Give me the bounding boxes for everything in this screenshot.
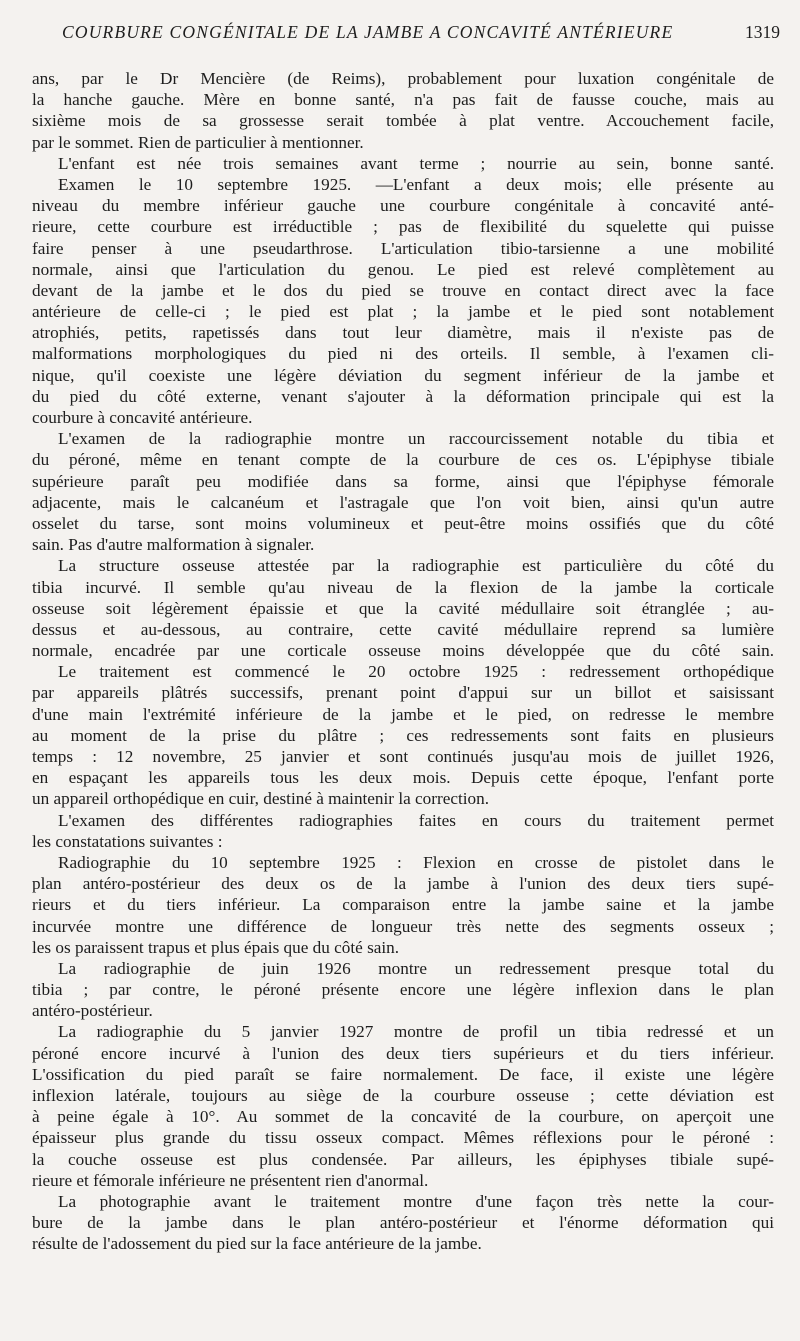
text-line: La photographie avant le traitement montre d'une façon très nette la cour-: [58, 1191, 774, 1211]
text-line: ans, par le Dr Mencière (de Reims), probablement pour luxation congénitale de: [32, 69, 774, 88]
text-line: rieurs et du tiers inférieur. La comparaison entre la jambe saine et la jambe: [32, 895, 774, 915]
text-line: La radiographie de juin 1926 montre un redressement presque total du: [58, 958, 774, 978]
text-line: sixième mois de sa grossesse serait tombée à plat ventre. Accouchement facile,: [32, 111, 774, 131]
text-line: L'ossification du pied paraît se faire normalement. De face, il existe une légère: [32, 1064, 774, 1084]
text-line: L'examen des différentes radiographies faites en cours du traitement permet: [58, 810, 774, 830]
text-line: du péroné, même en tenant compte de la courbure de ces os. L'épiphyse tibiale: [32, 450, 774, 470]
text-line: L'examen de la radiographie montre un raccourcissement notable du tibia et: [58, 429, 774, 449]
text-line: faire penser à une pseudarthrose. L'articulation tibio-tarsienne a une mobilité: [32, 238, 774, 258]
text-line: bure de la jambe dans le plan antéro-postérieur et l'énorme déformation qui: [32, 1213, 774, 1233]
text-line: résulte de l'adossement du pied sur la face antérieure de la jambe.: [32, 1234, 482, 1254]
text-line: en espaçant les appareils tous les deux mois. Depuis cette époque, l'enfant porte: [32, 768, 774, 788]
text-line: adjacente, mais le calcanéum et l'astragale que l'on voit bien, ainsi qu'un autre: [32, 492, 774, 512]
text-line: un appareil orthopédique en cuir, destiné à maintenir la correction.: [32, 789, 489, 809]
text-line: Examen le 10 septembre 1925. —L'enfant a deux mois; elle présente au: [58, 174, 774, 194]
text-line: plan antéro-postérieur des deux os de la jambe à l'union des deux tiers supé-: [32, 874, 774, 894]
text-line: péroné encore incurvé à l'union des deux tiers supérieurs et du tiers inférieur.: [32, 1043, 774, 1063]
text-line: normale, ainsi que l'articulation du genou. Le pied est relevé complètement au: [32, 259, 774, 279]
text-line: atrophiés, petits, rapetissés dans tout leur diamètre, mais il n'existe pas de: [32, 323, 774, 343]
running-header: [62, 22, 780, 43]
text-line: nique, qu'il coexiste une légère déviation du segment inférieur de la jambe et: [32, 365, 774, 385]
text-line: dessus et au-dessous, au contraire, cette cavité médullaire reprend sa lumière: [32, 619, 774, 639]
text-line: par le sommet. Rien de particulier à mentionner.: [32, 132, 364, 152]
text-line: les constatations suivantes :: [32, 831, 223, 851]
text-line: sain. Pas d'autre malformation à signaler.: [32, 535, 315, 555]
text-line: tibia ; par contre, le péroné présente encore une légère inflexion dans le plan: [32, 980, 774, 1000]
text-line: courbure à concavité antérieure.: [32, 408, 253, 427]
text-line: temps : 12 novembre, 25 janvier et sont continués jusqu'au mois de juillet 1926,: [32, 747, 774, 766]
text-line: normale, encadrée par une corticale osseuse moins développée que du côté sain.: [32, 641, 774, 661]
text-line: antéro-postérieur.: [32, 1001, 153, 1021]
text-line: au moment de la prise du plâtre ; ces redressements sont faits en plusieurs: [32, 725, 774, 745]
text-line: par appareils plâtrés successifs, prenant point d'appui sur un billot et saisissant: [32, 683, 774, 703]
text-line: inflexion latérale, toujours au siège de la courbure osseuse ; cette déviation est: [32, 1086, 774, 1105]
text-line: Radiographie du 10 septembre 1925 : Flexion en crosse de pistolet dans le: [58, 852, 774, 872]
text-line: supérieure paraît peu modifiée dans sa forme, ainsi que l'épiphyse fémorale: [32, 471, 774, 491]
text-line: malformations morphologiques du pied ni des orteils. Il semble, à l'examen cli-: [32, 344, 774, 364]
text-line: du pied du côté externe, venant s'ajouter à la déformation principale qui est la: [32, 386, 774, 406]
text-line: rieure et fémorale inférieure ne présentent rien d'anormal.: [32, 1170, 429, 1190]
page-number: 1319: [745, 22, 780, 42]
text-line: devant de la jambe et le dos du pied se trouve en contact direct avec la face: [32, 280, 774, 300]
text-line: La structure osseuse attestée par la radiographie est particulière du côté du: [58, 556, 774, 576]
text-line: rieure, cette courbure est irréductible ; pas de flexibilité du squelette qui puisse: [32, 217, 774, 237]
text-line: à peine égale à 10°. Au sommet de la concavité de la courbure, on aperçoit une: [32, 1107, 774, 1127]
running-title: COURBURE CONGÉNITALE DE LA JAMBE A CONCAVITÉ ANTÉRIEURE: [62, 22, 674, 42]
text-line: incurvée montre une différence de longueur très nette des segments osseux ;: [32, 916, 774, 936]
article-body: [32, 68, 774, 1255]
text-line: d'une main l'extrémité inférieure de la jambe et le pied, on redresse le membre: [32, 704, 774, 724]
text-line: les os paraissent trapus et plus épais que du côté sain.: [32, 937, 400, 957]
text-line: tibia incurvé. Il semble qu'au niveau de la flexion de la jambe la corticale: [32, 577, 774, 597]
text-line: épaisseur plus grande du tissu osseux compact. Mêmes réflexions pour le péroné :: [32, 1128, 774, 1148]
text-line: Le traitement est commencé le 20 octobre 1925 : redressement orthopédique: [58, 662, 774, 682]
text-line: niveau du membre inférieur gauche une courbure congénitale à concavité anté-: [32, 196, 774, 216]
text-line: L'enfant est née trois semaines avant terme ; nourrie au sein, bonne santé.: [58, 153, 774, 173]
text-line: La radiographie du 5 janvier 1927 montre de profil un tibia redressé et un: [58, 1022, 774, 1042]
text-line: osseuse soit légèrement épaissie et que la cavité médullaire soit étranglée ; au-: [32, 598, 774, 618]
text-line: la couche osseuse est plus condensée. Par ailleurs, les épiphyses tibiale supé-: [32, 1149, 774, 1169]
text-line: osselet du tarse, sont moins volumineux et peut-être moins ossifiés que du côté: [32, 513, 774, 533]
text-line: antérieure de celle-ci ; le pied est plat ; la jambe et le pied sont notablement: [32, 302, 774, 322]
text-line: la hanche gauche. Mère en bonne santé, n'a pas fait de fausse couche, mais au: [32, 90, 774, 110]
